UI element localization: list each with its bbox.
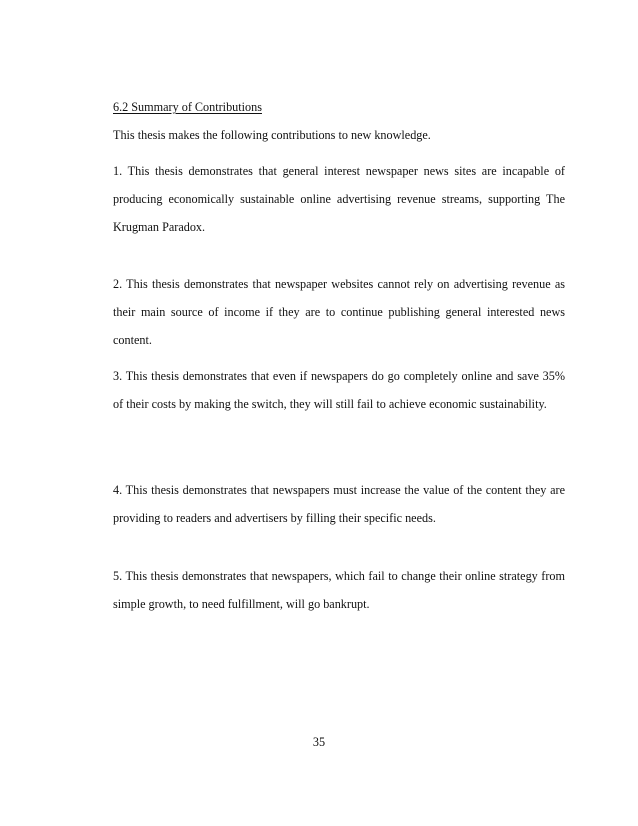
contribution-item-5: 5. This thesis demonstrates that newspapers, which fail to change their online strategy from simple growth, to need fulfillment, will go bankrupt. (113, 569, 565, 611)
contribution-item-2: 2. This thesis demonstrates that newspaper websites cannot rely on advertising revenue as their main source of income if they are to continue publishing general interested news content. (113, 277, 565, 347)
section-intro: This thesis makes the following contributions to new knowledge. (113, 128, 431, 142)
contribution-item-4: 4. This thesis demonstrates that newspapers must increase the value of the content they are providing to readers and advertisers by filling their specific needs. (113, 483, 565, 525)
page-number: 35 (312, 735, 326, 749)
contribution-item-3: 3. This thesis demonstrates that even if newspapers do go completely online and save 35% of their costs by making the switch, they will still fail to achieve economic sustainability. (113, 369, 565, 411)
section-heading: 6.2 Summary of Contributions (113, 100, 262, 114)
contribution-item-1: 1. This thesis demonstrates that general interest newspaper news sites are incapable of producing economically sustainable online advertising revenue streams, supporting The Krugman Paradox. (113, 164, 565, 234)
